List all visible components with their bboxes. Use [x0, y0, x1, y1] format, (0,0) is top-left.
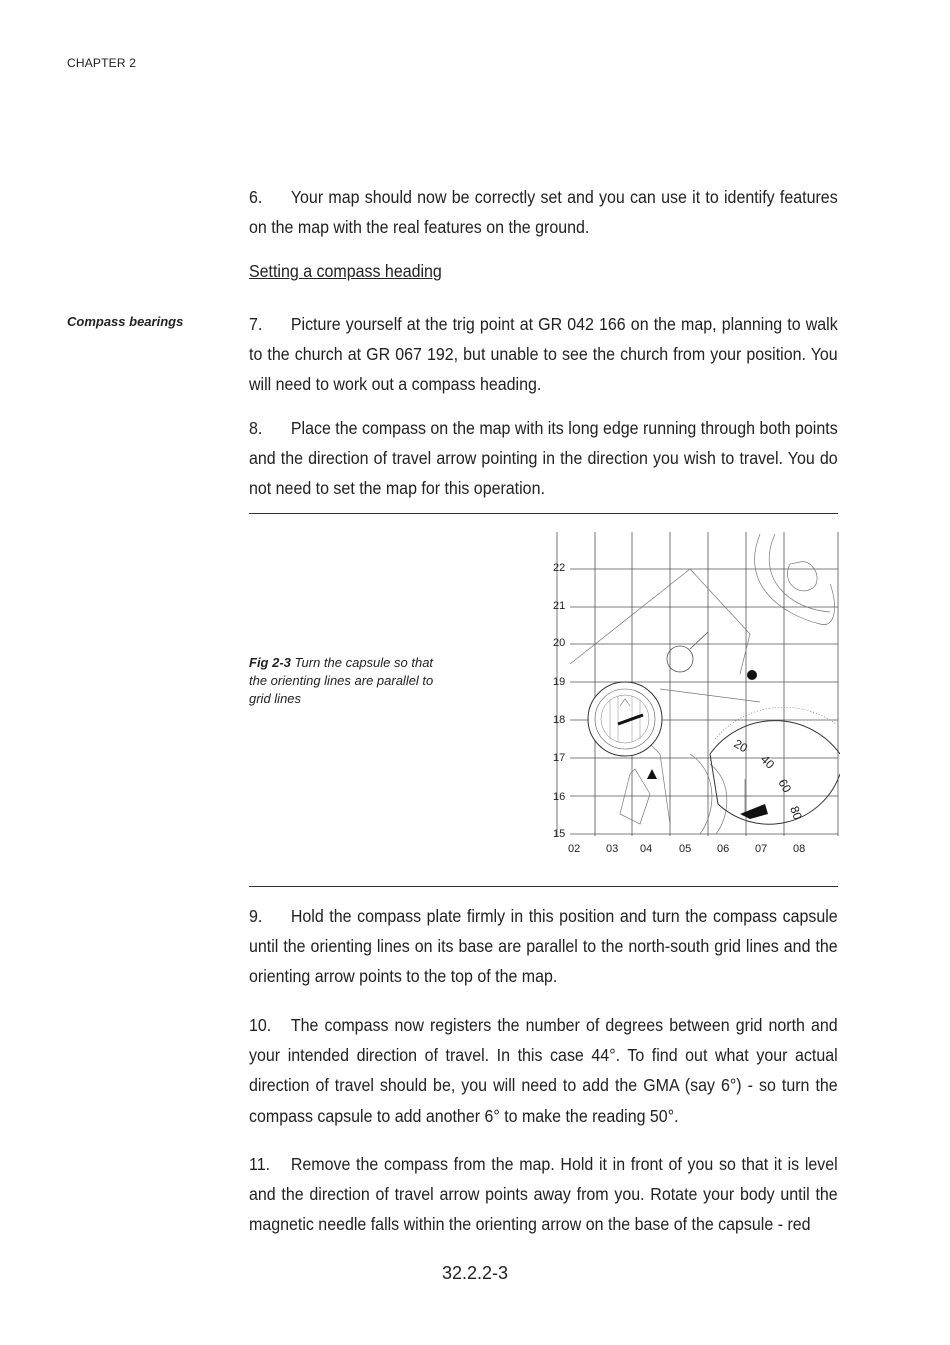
dial-number: 20 [731, 736, 751, 756]
para-text: Your map should now be correctly set and you can use it to identify features on the map with the real features on the ground. [249, 187, 838, 238]
dial-number: 60 [775, 776, 795, 796]
y-tick: 15 [553, 828, 566, 840]
figure-label: Fig 2-3 [249, 655, 291, 670]
figure-caption-text: Turn the capsule so that the orienting lines are parallel to grid lines [249, 655, 434, 706]
figure-bottom-rule [249, 886, 838, 887]
church-circle [667, 646, 693, 672]
para-number: 10. [249, 1015, 272, 1035]
x-axis-labels [568, 843, 805, 855]
para-number: 7. [249, 314, 263, 334]
church-marker [747, 670, 757, 680]
y-tick: 20 [553, 637, 566, 649]
y-tick: 19 [553, 676, 566, 688]
dial-labels [732, 736, 806, 821]
para-number: 11. [249, 1154, 271, 1174]
y-tick: 22 [553, 562, 566, 574]
compass-capsule [588, 682, 662, 756]
paragraph-7 [249, 309, 838, 400]
page-number: 32.2.2-3 [441, 1263, 509, 1283]
chapter-header: CHAPTER 2 [67, 56, 137, 70]
contour-lines [570, 534, 835, 834]
figure-top-rule [249, 513, 838, 514]
para-number: 8. [249, 418, 263, 438]
sidenote-compass-bearings: Compass bearings [67, 314, 184, 329]
dial-number: 80 [787, 804, 805, 822]
para-text: Place the compass on the map with its long edge running through both points and the direction of travel arrow pointing in the direction you wish to travel. You do not need to set the map for this operation. [249, 418, 838, 499]
para-number: 6. [249, 187, 263, 207]
compass-baseplate [710, 707, 840, 824]
para-text: The compass now registers the number of degrees between grid north and your intended direction of travel. In this case 44°. To find out what your actual direction of travel should be, you will need to add the GMA (say 6°) - so turn the compass capsule to add another 6° to make the reading 50°. [249, 1015, 838, 1126]
dial-number: 40 [757, 752, 778, 772]
x-tick: 05 [679, 843, 692, 855]
y-tick: 16 [553, 791, 566, 803]
compass-map-figure [540, 524, 840, 864]
x-tick: 08 [793, 843, 806, 855]
para-number: 9. [249, 906, 263, 926]
section-heading [249, 261, 838, 282]
x-tick: 03 [606, 843, 619, 855]
paragraph-8 [249, 413, 838, 504]
heading-text: Setting a compass heading [249, 261, 442, 281]
y-tick: 17 [553, 752, 566, 764]
paragraph-11 [249, 1149, 838, 1240]
x-tick: 07 [755, 843, 768, 855]
y-tick: 18 [553, 714, 566, 726]
direction-of-travel-arrow [740, 804, 768, 819]
para-text: Hold the compass plate firmly in this position and turn the compass capsule until the orienting lines on its base are parallel to the north-south grid lines and the orienting arrow points to the top of the map. [249, 906, 838, 987]
paragraph-10 [249, 1010, 838, 1131]
x-tick: 02 [568, 843, 581, 855]
trig-point-marker [647, 769, 657, 779]
y-tick: 21 [553, 600, 566, 612]
para-text: Remove the compass from the map. Hold it in front of you so that it is level and the direction of travel arrow points away from you. Rotate your body until the magnetic needle falls within the orienting arrow on the base of the capsule - red [249, 1154, 838, 1235]
y-axis-labels [553, 562, 565, 840]
figure-caption [249, 654, 454, 708]
x-tick: 06 [717, 843, 730, 855]
paragraph-9 [249, 901, 838, 992]
para-text: Picture yourself at the trig point at GR 042 166 on the map, planning to walk to the church at GR 067 192, but unable to see the church from your position. You will need to work out a compass heading. [249, 314, 838, 395]
x-tick: 04 [640, 843, 653, 855]
paragraph-6 [249, 182, 838, 242]
